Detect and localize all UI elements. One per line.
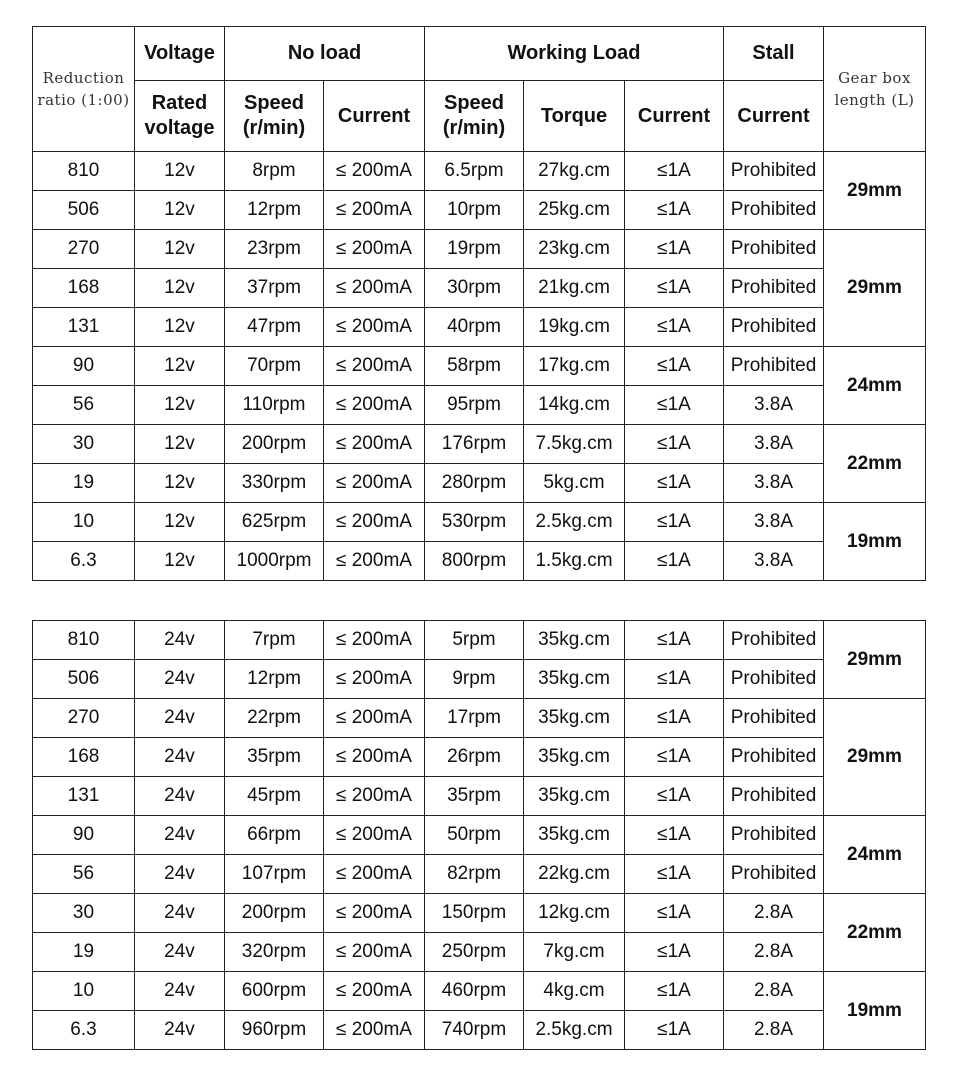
working-current-cell: ≤1A [625,347,724,386]
no-load-current-cell: ≤ 200mA [324,1011,425,1050]
no-load-speed-cell: 12rpm [225,660,324,699]
stall-current-cell: 3.8A [724,542,824,581]
header-working-load: Working Load [425,27,724,81]
header-no-load-current: Current [324,81,425,152]
voltage-cell: 12v [135,191,225,230]
no-load-current-cell: ≤ 200mA [324,386,425,425]
gear-box-length-cell: 19mm [824,503,926,581]
ratio-cell: 6.3 [33,542,135,581]
working-current-cell: ≤1A [625,777,724,816]
gear-box-length-cell: 22mm [824,425,926,503]
torque-cell: 25kg.cm [524,191,625,230]
ratio-cell: 506 [33,660,135,699]
working-speed-cell: 280rpm [425,464,524,503]
stall-current-cell: Prohibited [724,699,824,738]
working-current-cell: ≤1A [625,894,724,933]
ratio-cell: 10 [33,972,135,1011]
header-reduction-ratio: Reduction ratio (1:00) [33,27,135,152]
table-row [33,738,926,777]
working-current-cell: ≤1A [625,738,724,777]
table-row [33,347,926,386]
no-load-current-cell: ≤ 200mA [324,152,425,191]
ratio-cell: 270 [33,699,135,738]
no-load-speed-cell: 320rpm [225,933,324,972]
no-load-speed-cell: 200rpm [225,894,324,933]
ratio-cell: 131 [33,308,135,347]
no-load-current-cell: ≤ 200mA [324,425,425,464]
torque-cell: 35kg.cm [524,660,625,699]
table-row [33,855,926,894]
voltage-cell: 12v [135,542,225,581]
table-row [33,386,926,425]
stall-current-cell: Prohibited [724,855,824,894]
ratio-cell: 506 [33,191,135,230]
torque-cell: 35kg.cm [524,621,625,660]
working-current-cell: ≤1A [625,503,724,542]
header-no-load: No load [225,27,425,81]
voltage-cell: 24v [135,816,225,855]
voltage-cell: 12v [135,386,225,425]
stall-current-cell: 3.8A [724,425,824,464]
ratio-cell: 131 [33,777,135,816]
no-load-current-cell: ≤ 200mA [324,933,425,972]
table-row [33,933,926,972]
stall-current-cell: 2.8A [724,894,824,933]
working-current-cell: ≤1A [625,542,724,581]
voltage-cell: 24v [135,621,225,660]
working-speed-cell: 30rpm [425,269,524,308]
voltage-cell: 12v [135,230,225,269]
table-row [33,660,926,699]
working-current-cell: ≤1A [625,621,724,660]
stall-current-cell: Prohibited [724,777,824,816]
no-load-current-cell: ≤ 200mA [324,738,425,777]
stall-current-cell: Prohibited [724,152,824,191]
torque-cell: 2.5kg.cm [524,1011,625,1050]
stall-current-cell: 3.8A [724,503,824,542]
table-row [33,972,926,1011]
no-load-speed-cell: 1000rpm [225,542,324,581]
gear-box-length-cell: 29mm [824,152,926,230]
torque-cell: 7kg.cm [524,933,625,972]
gear-box-length-cell: 24mm [824,816,926,894]
torque-cell: 35kg.cm [524,738,625,777]
table-body [33,621,926,1050]
working-current-cell: ≤1A [625,269,724,308]
no-load-current-cell: ≤ 200mA [324,269,425,308]
stall-current-cell: Prohibited [724,308,824,347]
table-row [33,503,926,542]
header-working-speed: Speed (r/min) [425,81,524,152]
voltage-cell: 24v [135,933,225,972]
stall-current-cell: Prohibited [724,347,824,386]
table-row [33,621,926,660]
spec-table-24v [32,620,926,1050]
no-load-speed-cell: 37rpm [225,269,324,308]
stall-current-cell: Prohibited [724,191,824,230]
no-load-current-cell: ≤ 200mA [324,621,425,660]
torque-cell: 7.5kg.cm [524,425,625,464]
table-row [33,542,926,581]
table-row [33,894,926,933]
table-row [33,230,926,269]
no-load-speed-cell: 625rpm [225,503,324,542]
torque-cell: 35kg.cm [524,816,625,855]
working-speed-cell: 50rpm [425,816,524,855]
voltage-cell: 12v [135,152,225,191]
torque-cell: 14kg.cm [524,386,625,425]
voltage-cell: 24v [135,777,225,816]
torque-cell: 4kg.cm [524,972,625,1011]
no-load-speed-cell: 200rpm [225,425,324,464]
stall-current-cell: 2.8A [724,972,824,1011]
working-speed-cell: 800rpm [425,542,524,581]
stall-current-cell: Prohibited [724,621,824,660]
stall-current-cell: Prohibited [724,816,824,855]
working-current-cell: ≤1A [625,816,724,855]
ratio-cell: 270 [33,230,135,269]
voltage-cell: 12v [135,464,225,503]
working-speed-cell: 19rpm [425,230,524,269]
table-row [33,425,926,464]
gear-box-length-cell: 24mm [824,347,926,425]
no-load-current-cell: ≤ 200mA [324,503,425,542]
no-load-current-cell: ≤ 200mA [324,230,425,269]
no-load-speed-cell: 23rpm [225,230,324,269]
working-current-cell: ≤1A [625,152,724,191]
working-current-cell: ≤1A [625,425,724,464]
working-current-cell: ≤1A [625,933,724,972]
table-row [33,816,926,855]
no-load-speed-cell: 35rpm [225,738,324,777]
no-load-speed-cell: 8rpm [225,152,324,191]
ratio-cell: 19 [33,464,135,503]
working-speed-cell: 17rpm [425,699,524,738]
table-row [33,191,926,230]
no-load-current-cell: ≤ 200mA [324,972,425,1011]
voltage-cell: 24v [135,660,225,699]
ratio-cell: 90 [33,816,135,855]
torque-cell: 21kg.cm [524,269,625,308]
working-current-cell: ≤1A [625,464,724,503]
stall-current-cell: Prohibited [724,269,824,308]
no-load-speed-cell: 110rpm [225,386,324,425]
working-current-cell: ≤1A [625,855,724,894]
gear-box-length-cell: 29mm [824,699,926,816]
torque-cell: 19kg.cm [524,308,625,347]
table-row [33,152,926,191]
header-stall: Stall [724,27,824,81]
no-load-current-cell: ≤ 200mA [324,660,425,699]
working-speed-cell: 740rpm [425,1011,524,1050]
gear-box-length-cell: 22mm [824,894,926,972]
working-speed-cell: 5rpm [425,621,524,660]
ratio-cell: 19 [33,933,135,972]
gear-box-length-cell: 19mm [824,972,926,1050]
working-speed-cell: 460rpm [425,972,524,1011]
working-current-cell: ≤1A [625,699,724,738]
ratio-cell: 30 [33,894,135,933]
voltage-cell: 12v [135,503,225,542]
working-speed-cell: 250rpm [425,933,524,972]
stall-current-cell: 2.8A [724,1011,824,1050]
working-speed-cell: 95rpm [425,386,524,425]
working-current-cell: ≤1A [625,191,724,230]
table-row [33,1011,926,1050]
no-load-speed-cell: 330rpm [225,464,324,503]
working-current-cell: ≤1A [625,308,724,347]
stall-current-cell: 2.8A [724,933,824,972]
voltage-cell: 24v [135,972,225,1011]
no-load-speed-cell: 7rpm [225,621,324,660]
header-voltage: Voltage [135,27,225,81]
no-load-current-cell: ≤ 200mA [324,308,425,347]
working-speed-cell: 6.5rpm [425,152,524,191]
torque-cell: 35kg.cm [524,777,625,816]
stall-current-cell: Prohibited [724,738,824,777]
ratio-cell: 10 [33,503,135,542]
no-load-current-cell: ≤ 200mA [324,542,425,581]
ratio-cell: 810 [33,621,135,660]
table-body [33,152,926,581]
ratio-cell: 6.3 [33,1011,135,1050]
working-current-cell: ≤1A [625,660,724,699]
stall-current-cell: 3.8A [724,464,824,503]
no-load-speed-cell: 12rpm [225,191,324,230]
stall-current-cell: Prohibited [724,230,824,269]
gear-box-length-cell: 29mm [824,230,926,347]
voltage-cell: 24v [135,855,225,894]
no-load-speed-cell: 47rpm [225,308,324,347]
stall-current-cell: Prohibited [724,660,824,699]
header-rated-voltage: Rated voltage [135,81,225,152]
header-stall-current: Current [724,81,824,152]
no-load-speed-cell: 960rpm [225,1011,324,1050]
torque-cell: 23kg.cm [524,230,625,269]
working-current-cell: ≤1A [625,1011,724,1050]
no-load-speed-cell: 107rpm [225,855,324,894]
voltage-cell: 12v [135,308,225,347]
working-speed-cell: 40rpm [425,308,524,347]
header-torque: Torque [524,81,625,152]
working-speed-cell: 26rpm [425,738,524,777]
table-row [33,269,926,308]
header-gear-box-length: Gear box length (L) [824,27,926,152]
voltage-cell: 12v [135,269,225,308]
working-speed-cell: 150rpm [425,894,524,933]
working-current-cell: ≤1A [625,230,724,269]
torque-cell: 17kg.cm [524,347,625,386]
voltage-cell: 24v [135,738,225,777]
no-load-speed-cell: 70rpm [225,347,324,386]
no-load-current-cell: ≤ 200mA [324,894,425,933]
header-no-load-speed: Speed (r/min) [225,81,324,152]
no-load-current-cell: ≤ 200mA [324,816,425,855]
ratio-cell: 810 [33,152,135,191]
working-speed-cell: 10rpm [425,191,524,230]
ratio-cell: 56 [33,386,135,425]
no-load-current-cell: ≤ 200mA [324,347,425,386]
working-speed-cell: 82rpm [425,855,524,894]
no-load-current-cell: ≤ 200mA [324,191,425,230]
voltage-cell: 12v [135,425,225,464]
ratio-cell: 30 [33,425,135,464]
gear-box-length-cell: 29mm [824,621,926,699]
no-load-speed-cell: 600rpm [225,972,324,1011]
torque-cell: 5kg.cm [524,464,625,503]
no-load-current-cell: ≤ 200mA [324,777,425,816]
no-load-current-cell: ≤ 200mA [324,855,425,894]
voltage-cell: 12v [135,347,225,386]
working-speed-cell: 530rpm [425,503,524,542]
torque-cell: 35kg.cm [524,699,625,738]
working-speed-cell: 58rpm [425,347,524,386]
working-speed-cell: 176rpm [425,425,524,464]
header-working-current: Current [625,81,724,152]
voltage-cell: 24v [135,894,225,933]
table-row [33,464,926,503]
ratio-cell: 168 [33,738,135,777]
no-load-speed-cell: 45rpm [225,777,324,816]
working-current-cell: ≤1A [625,972,724,1011]
torque-cell: 1.5kg.cm [524,542,625,581]
ratio-cell: 56 [33,855,135,894]
no-load-current-cell: ≤ 200mA [324,464,425,503]
table-row [33,777,926,816]
torque-cell: 12kg.cm [524,894,625,933]
ratio-cell: 168 [33,269,135,308]
working-speed-cell: 35rpm [425,777,524,816]
working-current-cell: ≤1A [625,386,724,425]
torque-cell: 2.5kg.cm [524,503,625,542]
voltage-cell: 24v [135,1011,225,1050]
working-speed-cell: 9rpm [425,660,524,699]
table-row [33,699,926,738]
torque-cell: 27kg.cm [524,152,625,191]
table-row [33,308,926,347]
spec-table-12v [32,26,926,581]
stall-current-cell: 3.8A [724,386,824,425]
ratio-cell: 90 [33,347,135,386]
no-load-current-cell: ≤ 200mA [324,699,425,738]
no-load-speed-cell: 66rpm [225,816,324,855]
no-load-speed-cell: 22rpm [225,699,324,738]
torque-cell: 22kg.cm [524,855,625,894]
voltage-cell: 24v [135,699,225,738]
